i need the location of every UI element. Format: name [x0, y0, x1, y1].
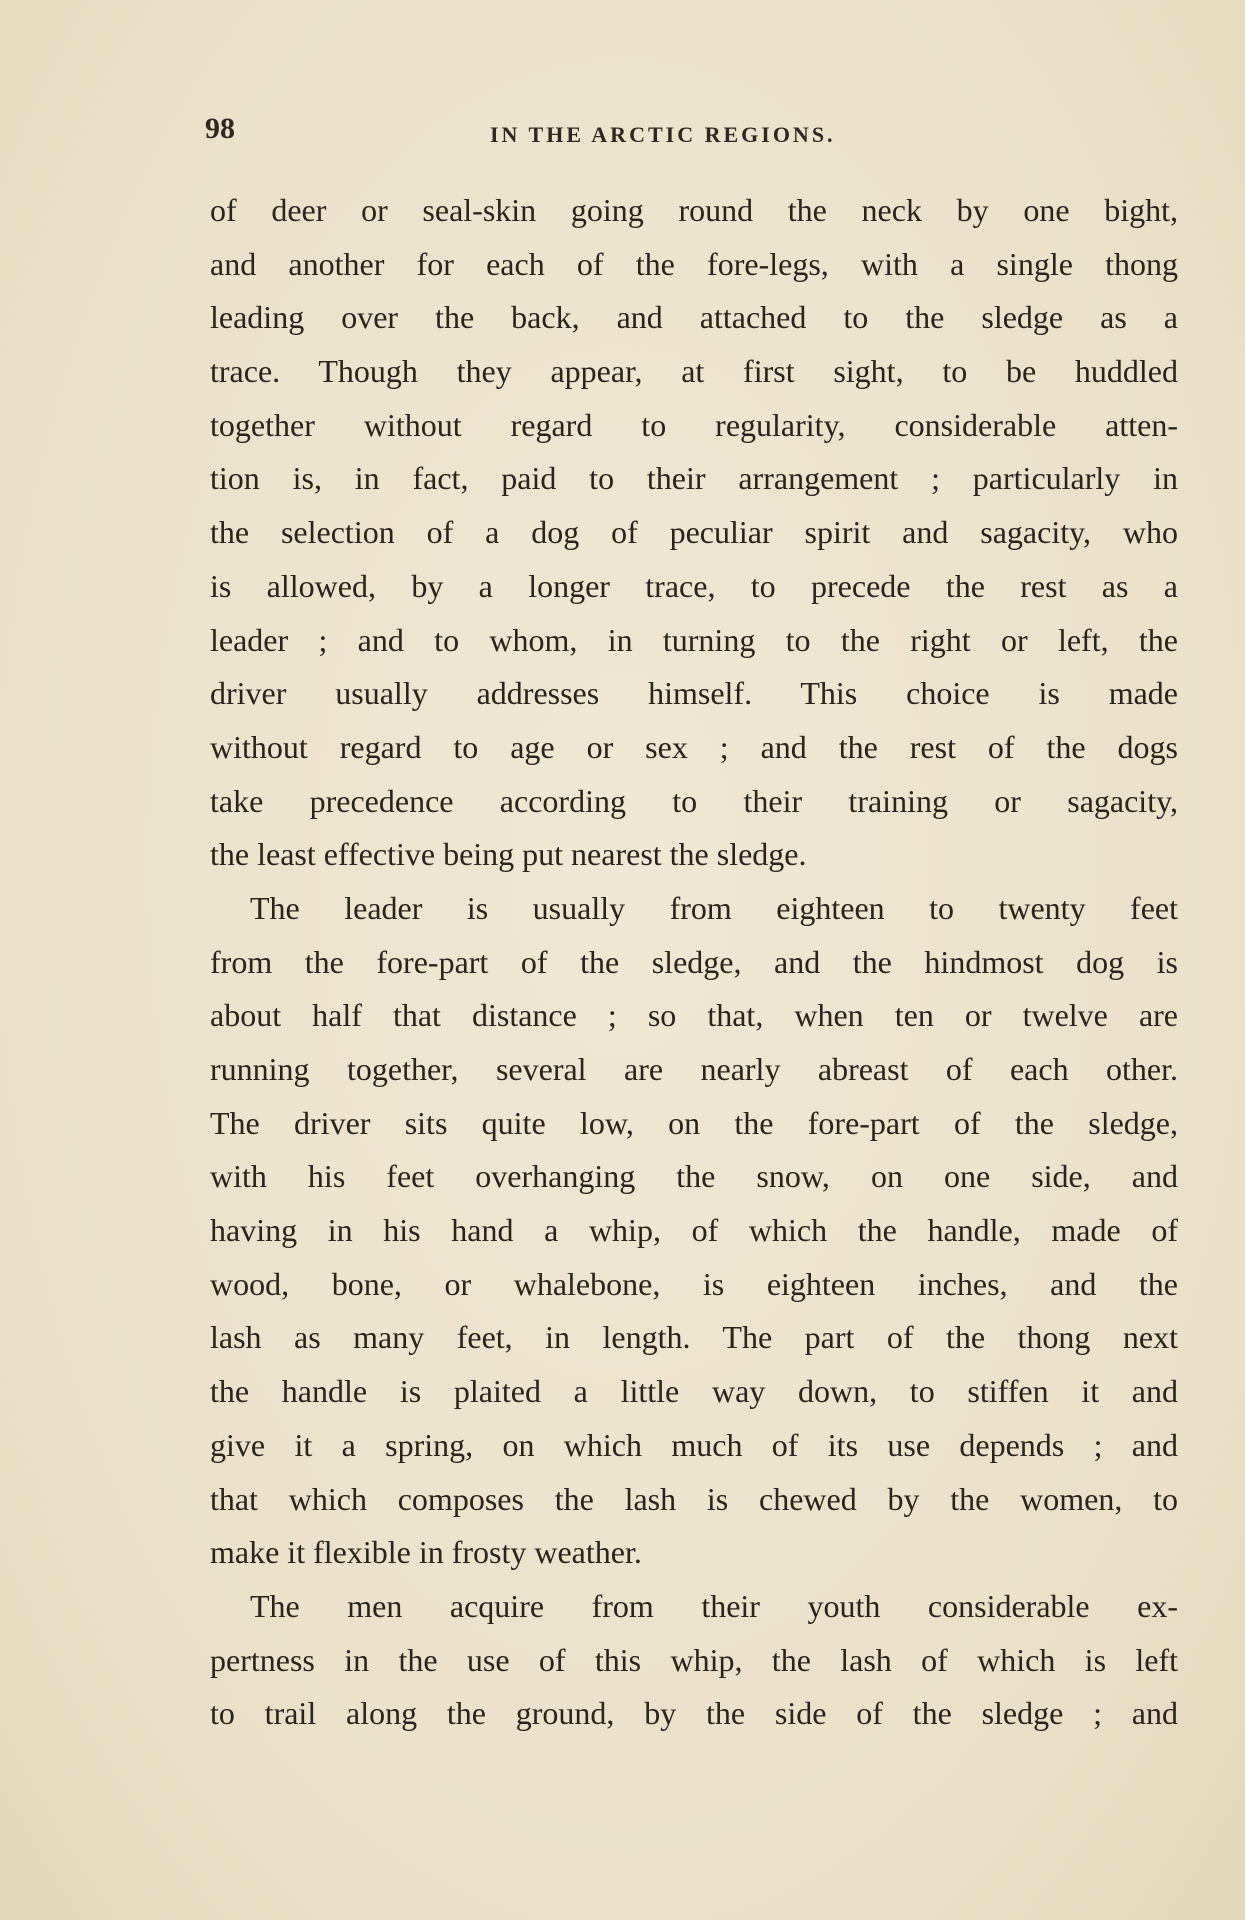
text-line: that which composes the lash is chewed by the women, to [210, 1480, 1178, 1517]
text-line: wood, bone, or whalebone, is eighteen inches, and the [210, 1265, 1178, 1302]
text-line: with his feet overhanging the snow, on one side, and [210, 1158, 1178, 1195]
text-line: trace. Though they appear, at first sight, to be huddled [210, 353, 1178, 390]
text-line: is allowed, by a longer trace, to precede the rest as a [210, 567, 1178, 604]
text-line: about half that distance ; so that, when ten or twelve are [210, 997, 1178, 1034]
text-line: leading over the back, and attached to the sledge as a [210, 299, 1178, 336]
text-line: take precedence according to their training or sagacity, [210, 782, 1178, 819]
text-line: give it a spring, on which much of its use depends ; and [210, 1426, 1178, 1463]
text-line: running together, several are nearly abreast of each other. [210, 1051, 1178, 1087]
running-title: IN THE ARCTIC REGIONS. [490, 122, 836, 147]
text-line: tion is, in fact, paid to their arrangement ; particularly in [210, 460, 1178, 497]
text-line: having in his hand a whip, of which the handle, made of [210, 1212, 1178, 1249]
page-number: 98 [205, 112, 235, 145]
text-line: pertness in the use of this whip, the lash of which is left [210, 1641, 1178, 1678]
text-line: The leader is usually from eighteen to twenty feet [250, 889, 1178, 926]
text-line: together without regard to regularity, considerable atten- [210, 406, 1178, 443]
text-line: to trail along the ground, by the side of the sledge ; and [210, 1695, 1178, 1732]
text-line: driver usually addresses himself. This choice is made [210, 675, 1178, 712]
text-line: make it flexible in frosty weather. [210, 1534, 642, 1571]
text-line: the handle is plaited a little way down, to stiffen it and [210, 1373, 1178, 1410]
text-line: the least effective being put nearest the sledge. [210, 836, 807, 873]
text-line: The driver sits quite low, on the fore-part of the sledge, [210, 1104, 1178, 1141]
text-line: and another for each of the fore-legs, with a single thong [210, 245, 1178, 282]
text-line: from the fore-part of the sledge, and the hindmost dog is [210, 943, 1178, 980]
text-line: lash as many feet, in length. The part of the thong next [210, 1319, 1178, 1356]
text-line: without regard to age or sex ; and the rest of the dogs [210, 728, 1178, 765]
text-line: the selection of a dog of peculiar spirit and sagacity, who [210, 514, 1178, 551]
body-text [210, 184, 1178, 1741]
text-line: The men acquire from their youth considerable ex- [250, 1587, 1178, 1624]
text-line: leader ; and to whom, in turning to the right or left, the [210, 621, 1178, 658]
text-line: of deer or seal-skin going round the neck by one bight, [210, 192, 1178, 228]
